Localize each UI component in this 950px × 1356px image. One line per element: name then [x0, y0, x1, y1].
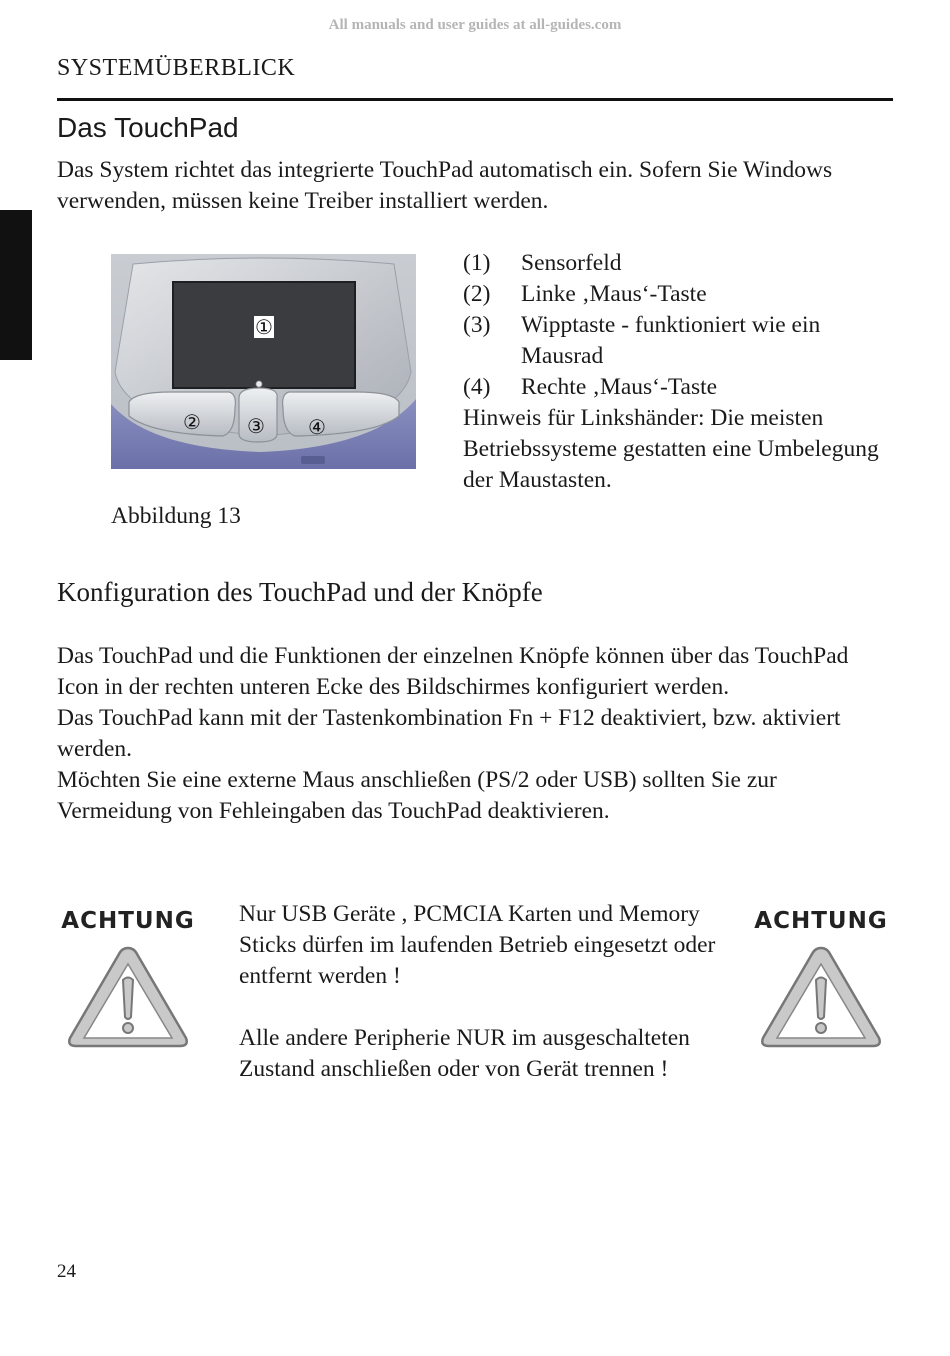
chapter-tab-marker: [0, 210, 32, 360]
subsection-title: Konfiguration des TouchPad und der Knöpfe: [57, 577, 543, 607]
legend-item: [463, 279, 883, 310]
paragraph: Das TouchPad kann mit der Tastenkombination Fn + F12 deaktiviert, bzw. aktiviert werden.: [57, 705, 841, 762]
warning-triangle-icon: [757, 942, 885, 1052]
paragraph: Möchten Sie eine externe Maus anschließen (PS/2 oder USB) sollten Sie zur Vermeidung von Fehleingaben das TouchPad deaktivieren.: [57, 767, 777, 824]
legend-item: [463, 310, 883, 372]
legend-text: Rechte ‚Maus‘-Taste: [521, 374, 718, 400]
figure-caption: Abbildung 13: [111, 503, 241, 529]
warning-label: ACHTUNG: [61, 908, 195, 934]
legend-number: (4): [463, 374, 491, 400]
warning-right: [746, 908, 896, 1052]
warning-paragraph: Nur USB Geräte , PCMCIA Karten und Memory Sticks dürfen im laufenden Betrieb eingesetzt oder entfernt werden !: [239, 901, 716, 989]
marker-sensor-field: ①: [255, 315, 273, 339]
warning-left: [53, 908, 203, 1052]
left-hander-note: Hinweis für Linkshänder: Die meisten Betriebssysteme gestatten eine Umbelegung der Maustasten.: [463, 405, 879, 493]
legend-number: (1): [463, 250, 491, 276]
legend-number: (2): [463, 281, 491, 307]
legend-item: [463, 248, 883, 279]
legend-text: Wipptaste - funktioniert wie ein Mausrad: [521, 312, 821, 369]
warning-label: ACHTUNG: [754, 908, 888, 934]
intro-paragraph: Das System richtet das integrierte TouchPad automatisch ein. Sofern Sie Windows verwenden, müssen keine Treiber installiert werden.: [57, 157, 833, 214]
watermark: All manuals and user guides at all-guides.com: [328, 17, 622, 33]
warning-text: [239, 899, 719, 1085]
configuration-text: [57, 641, 887, 827]
figure-legend: [463, 248, 883, 496]
legend-text: Sensorfeld: [521, 250, 622, 276]
warning-paragraph: Alle andere Peripherie NUR im ausgeschalteten Zustand anschließen oder von Gerät trennen !: [239, 1025, 690, 1082]
marker-rocker-button: ③: [247, 414, 265, 438]
paragraph: Das TouchPad und die Funktionen der einzelnen Knöpfe können über das TouchPad Icon in der rechten unteren Ecke des Bildschirmes konfiguriert werden.: [57, 643, 849, 700]
legend-text: Linke ‚Maus‘-Taste: [521, 281, 707, 307]
header-rule: [57, 98, 893, 101]
page-number: 24: [57, 1261, 76, 1282]
marker-left-button: ②: [183, 410, 201, 434]
marker-right-button: ④: [308, 415, 326, 439]
warning-triangle-icon: [64, 942, 192, 1052]
legend-item: [463, 372, 883, 403]
touchpad-figure: [111, 254, 416, 469]
legend-number: (3): [463, 312, 491, 338]
running-head: SYSTEMÜBERBLICK: [57, 55, 296, 81]
section-title: Das TouchPad: [57, 112, 239, 143]
